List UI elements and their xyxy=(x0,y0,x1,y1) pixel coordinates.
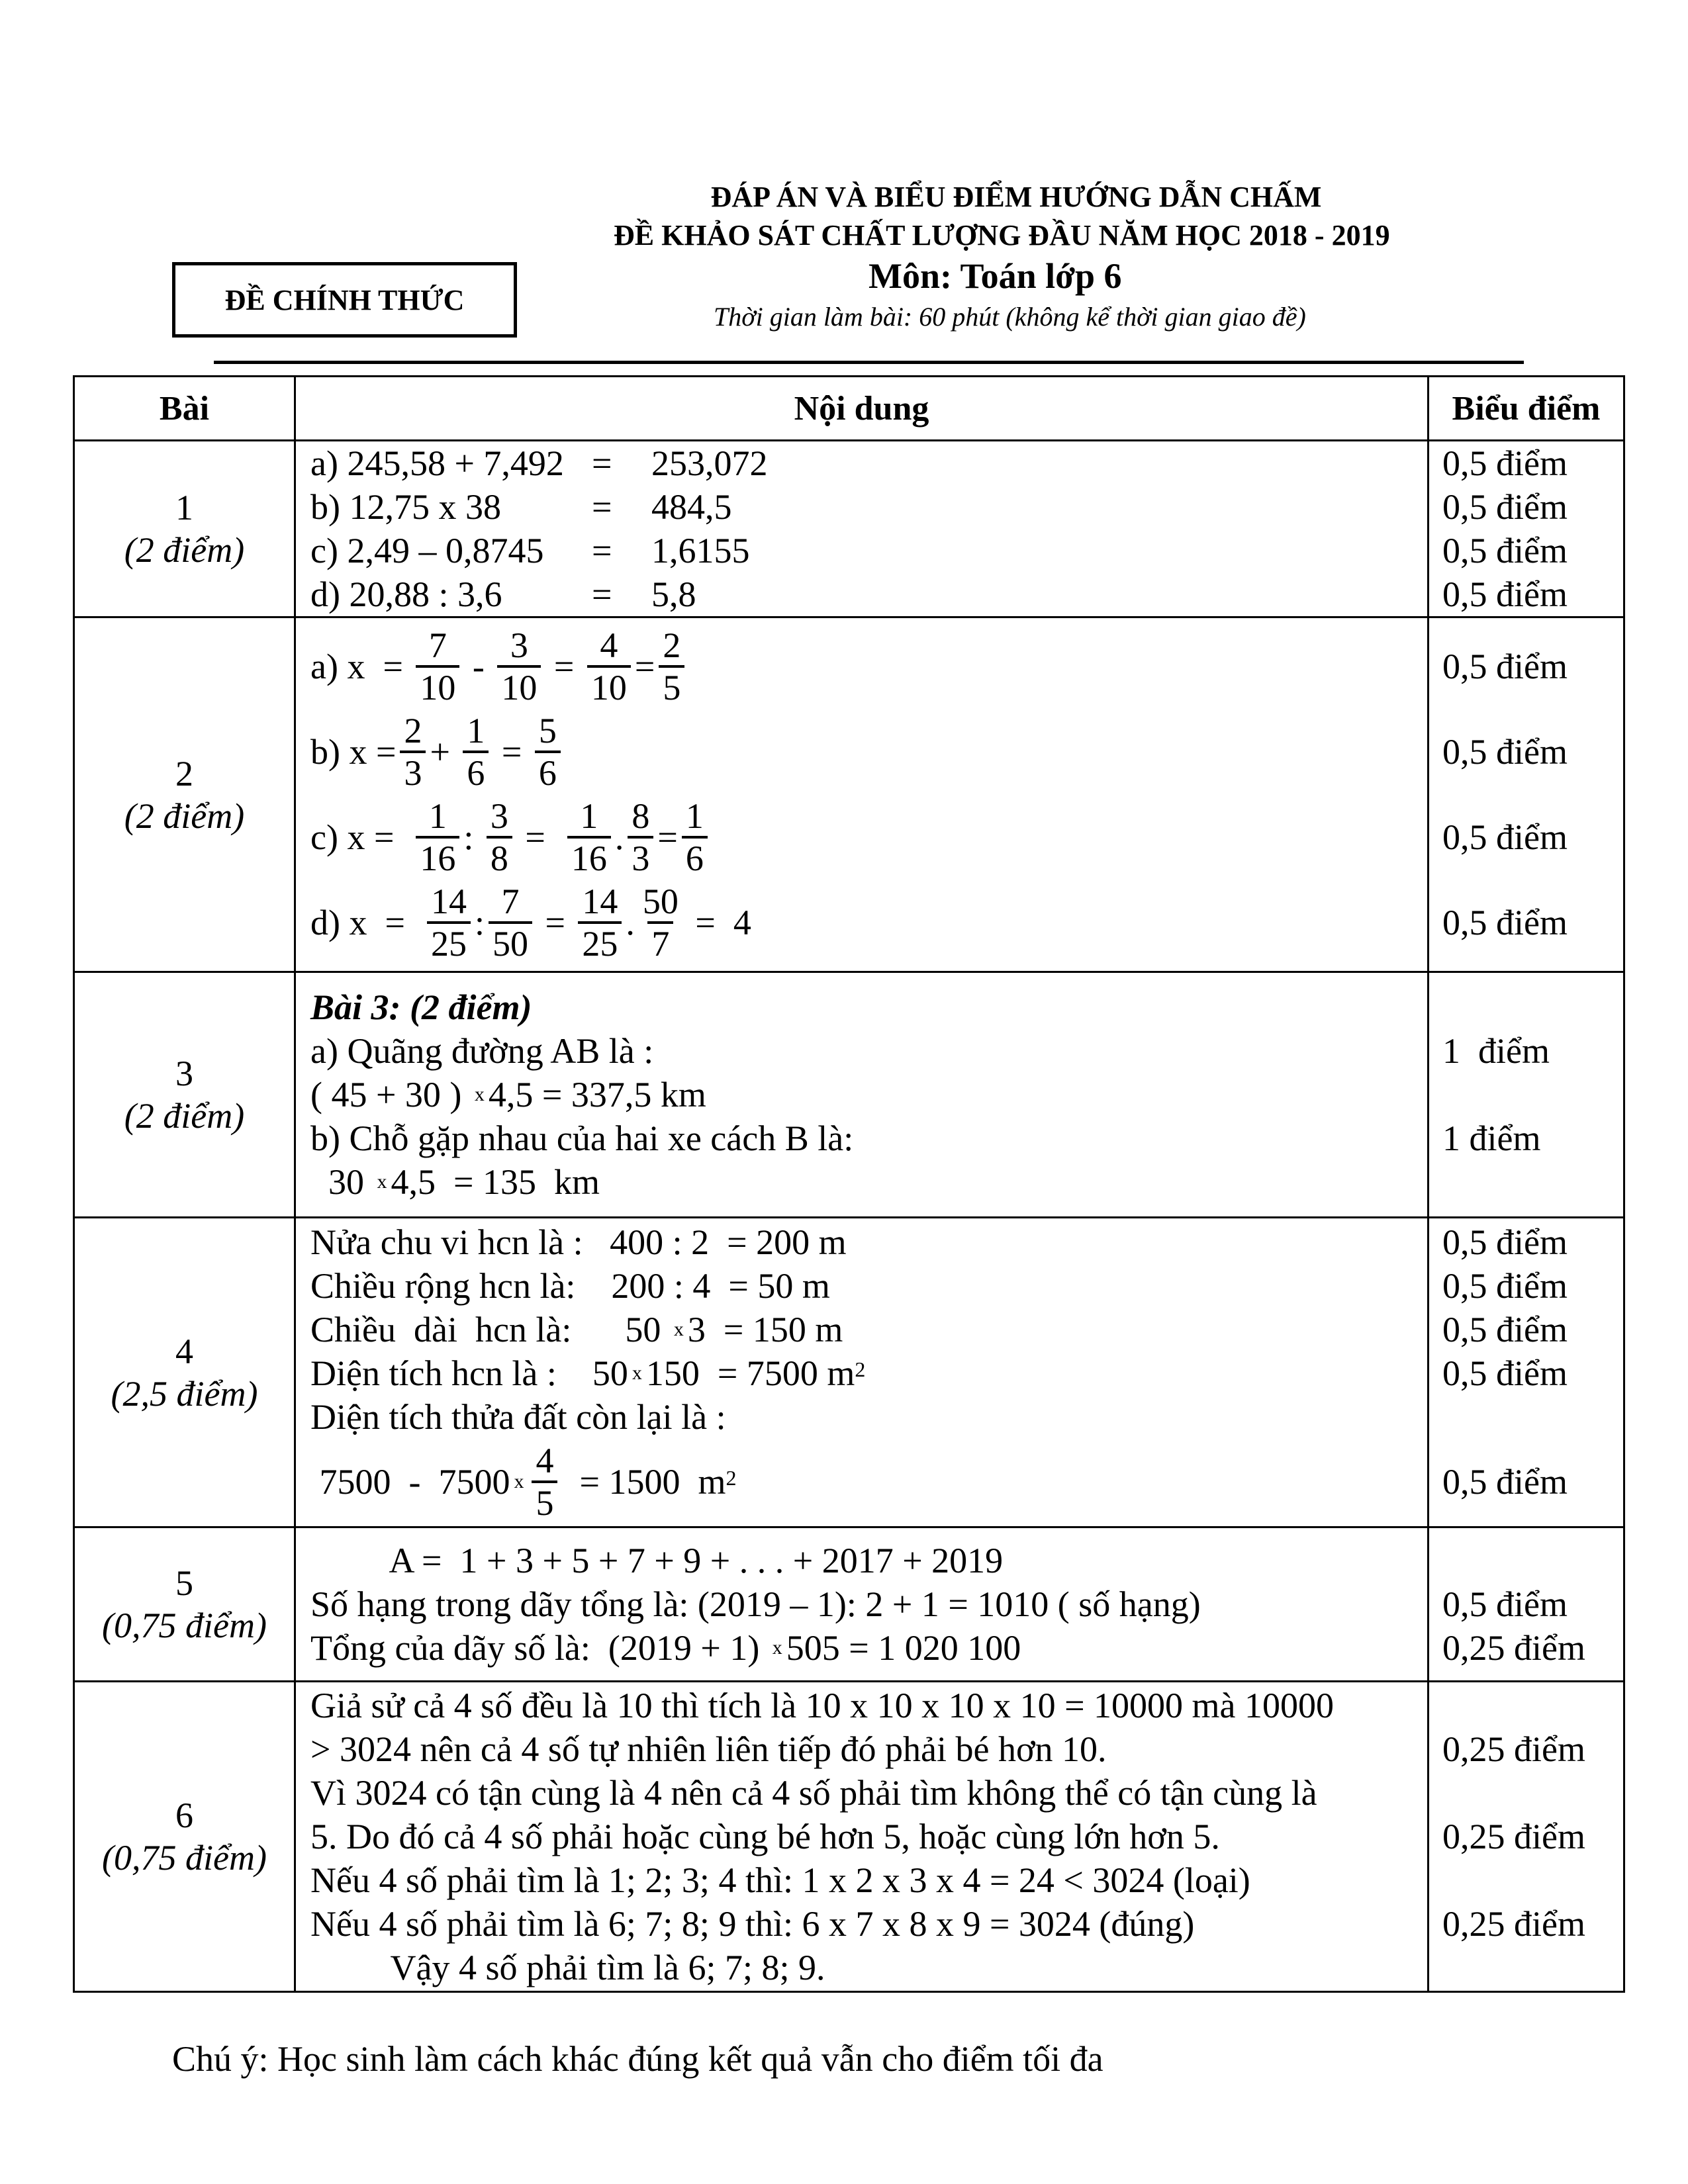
expression: b) 12,75 x 38 xyxy=(310,487,501,527)
bai-number: 4 xyxy=(175,1331,193,1371)
numerator: 1 xyxy=(467,711,485,751)
bai-cell xyxy=(74,441,295,617)
fraction xyxy=(682,796,708,878)
result: 1,6155 xyxy=(651,531,750,570)
bai-number: 2 xyxy=(175,753,193,794)
denominator: 10 xyxy=(497,665,541,707)
score: 0,5 điểm xyxy=(1442,1584,1568,1624)
score: 0,25 điểm xyxy=(1442,1628,1585,1668)
numerator: 14 xyxy=(430,882,467,921)
denominator: 25 xyxy=(427,921,471,964)
text: Bài 3: (2 điểm) xyxy=(310,987,532,1027)
score: 0,5 điểm xyxy=(1442,487,1568,527)
text: - xyxy=(463,647,494,686)
bai-points: (2,5 điểm) xyxy=(111,1373,258,1414)
score: 0,5 điểm xyxy=(1442,732,1568,772)
text: = xyxy=(492,732,531,772)
text: Vậy 4 số phải tìm là 6; 7; 8; 9. xyxy=(310,1948,825,1987)
text: 7500 - 7500 xyxy=(310,1461,510,1502)
denominator: 7 xyxy=(647,921,673,964)
score: 0,25 điểm xyxy=(1442,1817,1585,1856)
section-heading xyxy=(310,985,1427,1029)
table-row xyxy=(74,972,1624,1218)
content-line xyxy=(310,529,1427,572)
multiply-sign: x xyxy=(772,1637,782,1659)
official-label: ĐỀ CHÍNH THỨC xyxy=(224,283,465,316)
score: 0,5 điểm xyxy=(1442,531,1568,570)
fraction xyxy=(659,625,684,707)
content-line xyxy=(310,441,1427,485)
content-line xyxy=(310,1220,1427,1264)
text: Chiều rộng hcn là: 200 : 4 = 50 m xyxy=(310,1266,830,1306)
numerator: 4 xyxy=(600,625,618,665)
text: : xyxy=(463,817,483,857)
subject-title: Môn: Toán lớp 6 xyxy=(868,256,1122,296)
text: a) Quãng đường AB là : xyxy=(310,1031,654,1071)
content-line xyxy=(310,709,1427,795)
denominator: 5 xyxy=(532,1480,557,1523)
text: 3 = 150 m xyxy=(687,1310,843,1349)
numerator: 50 xyxy=(642,882,679,921)
official-exam-box xyxy=(172,262,517,338)
numerator: 1 xyxy=(428,796,447,836)
bai-cell xyxy=(74,1218,295,1527)
text: Nửa chu vi hcn là : 400 : 2 = 200 m xyxy=(310,1222,847,1262)
text: ( 45 + 30 ) xyxy=(310,1075,471,1115)
denominator: 3 xyxy=(400,751,426,793)
table-row xyxy=(74,617,1624,972)
score xyxy=(1442,1771,1623,1815)
denominator: 25 xyxy=(578,921,622,964)
header-score: Biểu điểm xyxy=(1429,377,1624,441)
score: 0,5 điểm xyxy=(1442,1461,1568,1502)
numerator: 7 xyxy=(428,625,447,665)
numerator: 8 xyxy=(632,796,650,836)
content-line xyxy=(310,1160,1427,1204)
text: . xyxy=(614,817,624,857)
score xyxy=(1442,1539,1623,1582)
result: 5,8 xyxy=(651,574,696,614)
content-line xyxy=(310,1815,1427,1858)
numerator: 5 xyxy=(538,711,557,751)
content-line xyxy=(310,1073,1427,1116)
text: + xyxy=(430,732,459,772)
exam-title: ĐỀ KHẢO SÁT CHẤT LƯỢNG ĐẦU NĂM HỌC 2018 - 2019 xyxy=(614,219,1390,251)
content-line xyxy=(310,1308,1427,1351)
content-cell xyxy=(295,1682,1429,1992)
text: : xyxy=(474,903,485,942)
content-line xyxy=(310,1264,1427,1308)
bai-cell xyxy=(74,1527,295,1682)
content-line xyxy=(310,1858,1427,1902)
text: Số hạng trong dãy tổng là: (2019 – 1): 2 + 1 = 1010 ( số hạng) xyxy=(310,1584,1201,1624)
fraction xyxy=(535,711,561,793)
score xyxy=(1442,1395,1623,1439)
content-line xyxy=(310,1684,1427,1727)
score-cell xyxy=(1429,1682,1624,1992)
content-line xyxy=(310,1626,1427,1670)
numerator: 2 xyxy=(404,711,422,751)
score: 1 điểm xyxy=(1442,1031,1550,1071)
numerator: 1 xyxy=(580,796,598,836)
bai-cell xyxy=(74,972,295,1218)
score xyxy=(1442,1160,1623,1204)
numerator: 14 xyxy=(582,882,618,921)
score: 0,5 điểm xyxy=(1442,1353,1568,1393)
fraction xyxy=(567,796,611,878)
text: = 1500 m xyxy=(561,1461,726,1502)
score: 0,5 điểm xyxy=(1442,817,1568,857)
score xyxy=(1442,1946,1623,1989)
score xyxy=(1442,1858,1623,1902)
text: 4,5 = 337,5 km xyxy=(488,1075,706,1115)
text: Chiều dài hcn là: 50 xyxy=(310,1310,670,1349)
content-cell xyxy=(295,1527,1429,1682)
score: 0,5 điểm xyxy=(1442,574,1568,614)
content-cell xyxy=(295,617,1429,972)
score: 0,5 điểm xyxy=(1442,1266,1568,1306)
multiply-sign: x xyxy=(632,1362,642,1384)
fraction xyxy=(416,625,459,707)
expression: c) 2,49 – 0,8745 xyxy=(310,531,544,570)
score-cell xyxy=(1429,1218,1624,1527)
bai-points: (0,75 điểm) xyxy=(102,1838,267,1878)
score-cell xyxy=(1429,441,1624,617)
time-limit: Thời gian làm bài: 60 phút (không kể thời gian giao đề) xyxy=(714,302,1306,332)
fraction xyxy=(497,625,541,707)
text: = xyxy=(634,647,655,686)
fraction xyxy=(416,796,459,878)
multiply-sign: x xyxy=(514,1470,524,1492)
denominator: 5 xyxy=(659,665,684,707)
score: 0,5 điểm xyxy=(1442,443,1568,483)
text: c) x = xyxy=(310,817,412,857)
fraction xyxy=(463,711,489,793)
content-line xyxy=(310,1727,1427,1771)
numerator: 3 xyxy=(510,625,528,665)
bai-cell xyxy=(74,1682,295,1992)
text: 4,5 = 135 km xyxy=(391,1162,600,1202)
denominator: 6 xyxy=(463,751,489,793)
score-cell xyxy=(1429,617,1624,972)
content-line xyxy=(310,795,1427,880)
bai-number: 1 xyxy=(175,488,193,527)
title-line-1: ĐÁP ÁN VÀ BIỂU ĐIỂM HƯỚNG DẪN CHẤM xyxy=(710,181,1322,213)
bai-points: (2 điểm) xyxy=(124,796,245,836)
fraction xyxy=(400,711,426,793)
content-line xyxy=(310,1946,1427,1989)
bai-points: (0,75 điểm) xyxy=(102,1606,267,1645)
denominator: 3 xyxy=(628,836,653,878)
text: b) x = xyxy=(310,732,397,772)
text: = xyxy=(545,647,583,686)
table-row xyxy=(74,1218,1624,1527)
score xyxy=(1442,1684,1623,1727)
denominator: 6 xyxy=(682,836,708,878)
score-cell xyxy=(1429,972,1624,1218)
text: = xyxy=(657,817,678,857)
denominator: 8 xyxy=(487,836,512,878)
table-row xyxy=(74,1682,1624,1992)
content-line xyxy=(310,1116,1427,1160)
table-row xyxy=(74,441,1624,617)
grading-table xyxy=(73,375,1625,1993)
result: 253,072 xyxy=(651,443,768,483)
result: 484,5 xyxy=(651,487,732,527)
numerator: 1 xyxy=(685,796,704,836)
numerator: 4 xyxy=(536,1440,554,1480)
denominator: 10 xyxy=(587,665,631,707)
content-line: 7500 - 7500 x $\frac{4}{5}$ = 1500 m $^2$ xyxy=(310,1440,737,1523)
text: Giả sử cả 4 số đều là 10 thì tích là 10 x 10 x 10 x 10 = 10000 mà 10000 xyxy=(310,1686,1335,1725)
score-cell xyxy=(1429,1527,1624,1682)
numerator: 7 xyxy=(501,882,520,921)
content-line xyxy=(310,1539,1427,1582)
expression: a) 245,58 + 7,492 xyxy=(310,443,564,483)
text: b) Chỗ gặp nhau của hai xe cách B là: xyxy=(310,1118,854,1158)
text: 5. Do đó cả 4 số phải hoặc cùng bé hơn 5, hoặc cùng lớn hơn 5. xyxy=(310,1817,1220,1856)
content-cell xyxy=(295,972,1429,1218)
text: . xyxy=(626,903,635,942)
table-row xyxy=(74,1527,1624,1682)
bai-number: 6 xyxy=(175,1796,193,1835)
text: = xyxy=(536,903,575,942)
text: = 4 xyxy=(686,903,751,942)
score: 1 điểm xyxy=(1442,1118,1541,1158)
denominator: 50 xyxy=(489,921,532,964)
content-line xyxy=(310,1029,1427,1073)
text: 505 = 1 020 100 xyxy=(786,1628,1021,1668)
score: 0,25 điểm xyxy=(1442,1904,1585,1944)
fraction xyxy=(487,796,512,878)
equals: = xyxy=(592,531,612,570)
content-line xyxy=(310,880,1427,966)
fraction xyxy=(532,1441,557,1523)
bai-number: 5 xyxy=(175,1563,193,1603)
header-content: Nội dung xyxy=(295,377,1429,441)
content-line: Diện tích hcn là : 50 x 150 = 7500 m $^2$ xyxy=(310,1351,1427,1395)
bai-number: 3 xyxy=(175,1054,193,1093)
score: 0,25 điểm xyxy=(1442,1729,1585,1769)
content-line xyxy=(310,1902,1427,1946)
multiply-sign: x xyxy=(673,1318,684,1340)
header-bai: Bài xyxy=(74,377,295,441)
multiply-sign: x xyxy=(474,1083,485,1105)
fraction xyxy=(639,882,682,964)
fraction xyxy=(489,882,532,964)
footer-note: Chú ý: Học sinh làm cách khác đúng kết quả vẫn cho điểm tối đa xyxy=(172,2039,1103,2079)
text: Diện tích thửa đất còn lại là : xyxy=(310,1397,726,1437)
multiply-sign: x xyxy=(377,1171,387,1193)
text: 150 = 7500 m xyxy=(645,1353,855,1393)
score: 0,5 điểm xyxy=(1442,1222,1568,1262)
text: = xyxy=(516,817,563,857)
denominator: 16 xyxy=(416,836,459,878)
numerator: 2 xyxy=(663,625,681,665)
content-line xyxy=(310,1395,1427,1439)
content-cell xyxy=(295,1218,1429,1527)
bai-cell xyxy=(74,617,295,972)
expression: d) 20,88 : 3,6 xyxy=(310,574,502,614)
fraction xyxy=(578,882,622,964)
text: a) x = xyxy=(310,647,412,686)
text: 30 xyxy=(310,1162,373,1202)
table-header-row xyxy=(74,377,1624,441)
bai-points: (2 điểm) xyxy=(124,1096,245,1136)
denominator: 6 xyxy=(535,751,561,793)
text: Nếu 4 số phải tìm là 1; 2; 3; 4 thì: 1 x 2 x 3 x 4 = 24 < 3024 (loại) xyxy=(310,1860,1250,1900)
score: 0,5 điểm xyxy=(1442,647,1568,686)
text: Diện tích hcn là : 50 xyxy=(310,1353,628,1393)
fraction xyxy=(628,796,653,878)
equals: = xyxy=(592,443,612,483)
score: 0,5 điểm xyxy=(1442,903,1568,942)
fraction xyxy=(587,625,631,707)
denominator: 10 xyxy=(416,665,459,707)
content-line xyxy=(310,1582,1427,1626)
text: d) x = xyxy=(310,903,423,942)
score xyxy=(1442,1073,1623,1116)
text: Tổng của dãy số là: (2019 + 1) xyxy=(310,1628,769,1668)
content-line xyxy=(310,572,1427,616)
text: Vì 3024 có tận cùng là 4 nên cả 4 số phải tìm không thể có tận cùng là xyxy=(310,1773,1317,1813)
numerator: 3 xyxy=(490,796,508,836)
text: A = 1 + 3 + 5 + 7 + 9 + . . . + 2017 + 2019 xyxy=(310,1541,1004,1580)
equals: = xyxy=(592,487,612,527)
content-cell xyxy=(295,441,1429,617)
score xyxy=(1442,985,1623,1029)
bai-points: (2 điểm) xyxy=(124,530,245,570)
content-line xyxy=(310,1771,1427,1815)
score: 0,5 điểm xyxy=(1442,1310,1568,1349)
equals: = xyxy=(592,574,612,614)
text: > 3024 nên cả 4 số tự nhiên liên tiếp đó phải bé hơn 10. xyxy=(310,1729,1107,1769)
answer-key-title xyxy=(0,180,1688,214)
fraction xyxy=(427,882,471,964)
denominator: 16 xyxy=(567,836,611,878)
content-line xyxy=(310,624,1427,709)
text: Nếu 4 số phải tìm là 6; 7; 8; 9 thì: 6 x 7 x 8 x 9 = 3024 (đúng) xyxy=(310,1904,1195,1944)
content-line xyxy=(310,485,1427,529)
header-divider xyxy=(214,361,1524,364)
